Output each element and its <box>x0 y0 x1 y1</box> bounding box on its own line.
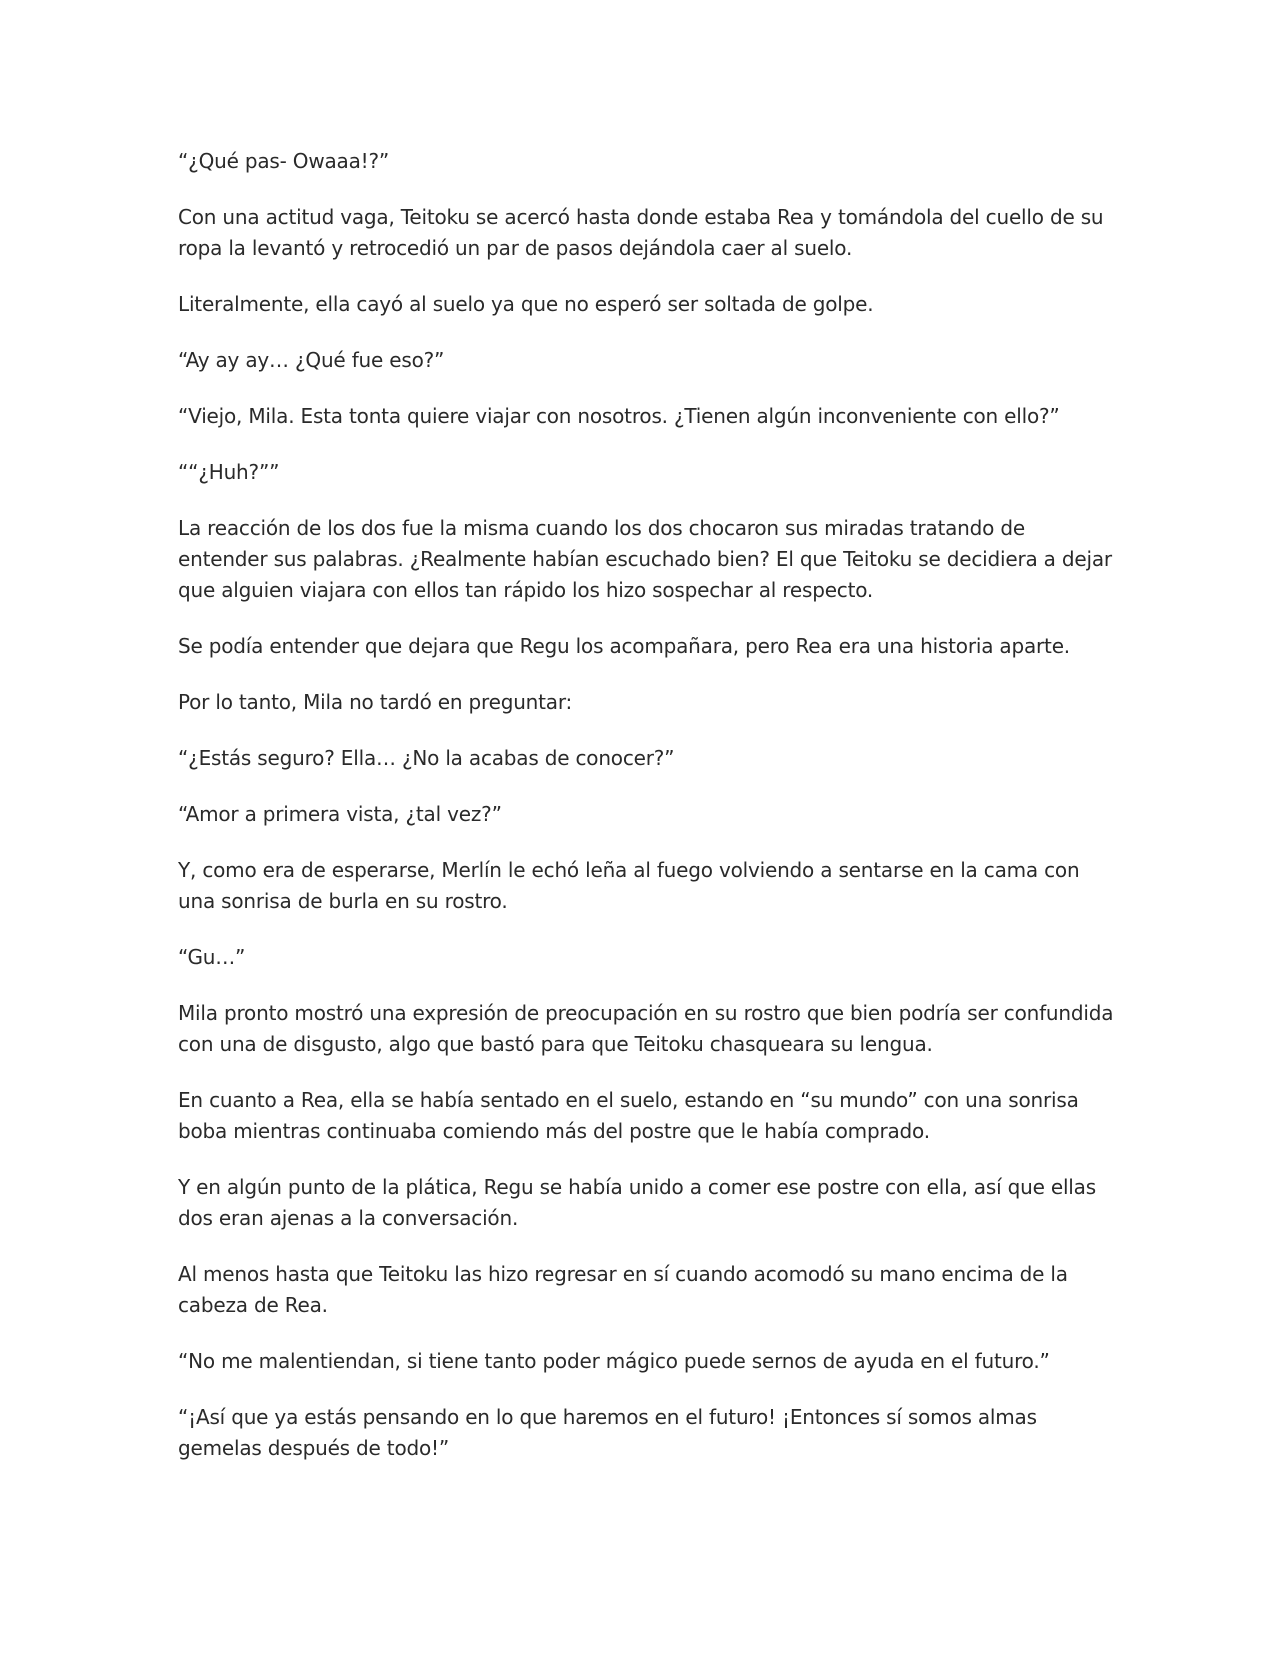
paragraph: La reacción de los dos fue la misma cuando los dos chocaron sus miradas tratando de entender sus palabras. ¿Realmente habían escuchado bien? El que Teitoku se decidiera a dejar que alguien viajara con ellos tan rápido los hizo sospechar al respecto. <box>178 516 1112 602</box>
paragraph: ““¿Huh?”” <box>178 460 280 484</box>
paragraph: “Amor a primera vista, ¿tal vez?” <box>178 802 502 826</box>
paragraph: Y, como era de esperarse, Merlín le echó leña al fuego volviendo a sentarse en la cama con una sonrisa de burla en su rostro. <box>178 858 1080 913</box>
paragraph: “¡Así que ya estás pensando en lo que haremos en el futuro! ¡Entonces sí somos almas gemelas después de todo!” <box>178 1405 1037 1460</box>
paragraph: “¿Qué pas- Owaaa!?” <box>178 149 390 173</box>
paragraph: Mila pronto mostró una expresión de preocupación en su rostro que bien podría ser confundida con una de disgusto, algo que bastó para que Teitoku chasqueara su lengua. <box>178 1001 1114 1056</box>
paragraph: “Gu…” <box>178 945 246 969</box>
paragraph: En cuanto a Rea, ella se había sentado en el suelo, estando en “su mundo” con una sonrisa boba mientras continuaba comiendo más del postre que le había comprado. <box>178 1088 1079 1143</box>
paragraph: “No me malentiendan, si tiene tanto poder mágico puede sernos de ayuda en el futuro.” <box>178 1349 1050 1373</box>
paragraph: Al menos hasta que Teitoku las hizo regresar en sí cuando acomodó su mano encima de la cabeza de Rea. <box>178 1262 1068 1317</box>
document-body <box>178 146 1118 1489</box>
paragraph: Y en algún punto de la plática, Regu se había unido a comer ese postre con ella, así que ellas dos eran ajenas a la conversación. <box>178 1175 1096 1230</box>
paragraph: Por lo tanto, Mila no tardó en preguntar: <box>178 690 573 714</box>
paragraph: “Viejo, Mila. Esta tonta quiere viajar con nosotros. ¿Tienen algún inconveniente con ello?” <box>178 404 1060 428</box>
paragraph: “Ay ay ay… ¿Qué fue eso?” <box>178 348 445 372</box>
paragraph: Literalmente, ella cayó al suelo ya que no esperó ser soltada de golpe. <box>178 292 874 316</box>
paragraph: Se podía entender que dejara que Regu los acompañara, pero Rea era una historia aparte. <box>178 634 1070 658</box>
paragraph: “¿Estás seguro? Ella… ¿No la acabas de conocer?” <box>178 746 675 770</box>
paragraph: Con una actitud vaga, Teitoku se acercó hasta donde estaba Rea y tomándola del cuello de su ropa la levantó y retrocedió un par de pasos dejándola caer al suelo. <box>178 205 1104 260</box>
